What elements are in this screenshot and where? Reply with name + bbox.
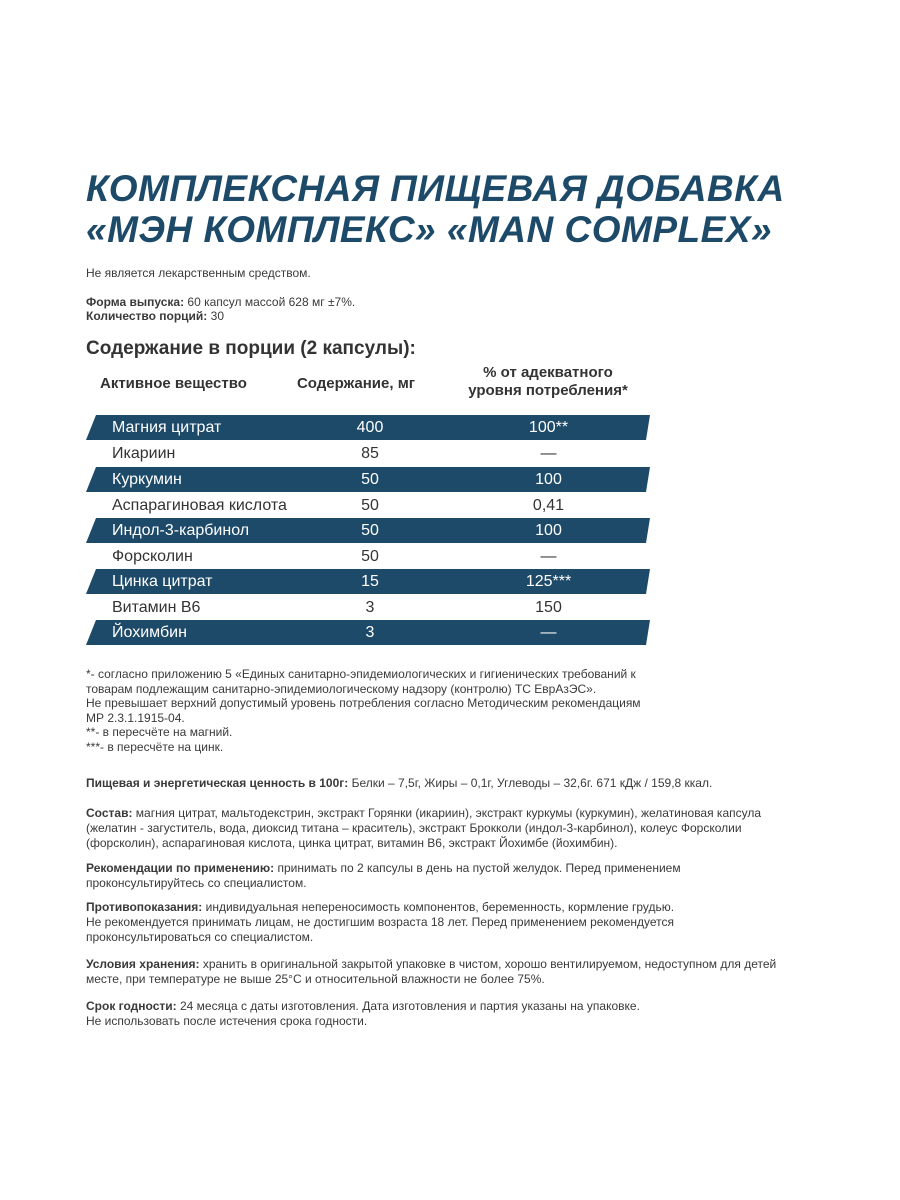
substance-mg: 15	[361, 573, 379, 590]
footnotes	[86, 667, 641, 754]
composition-info	[86, 806, 826, 851]
substance-percent: 100	[535, 522, 562, 539]
release-form-value: 60 капсул массой 628 мг ±7%.	[184, 295, 356, 309]
footnote-line: Не превышает верхний допустимый уровень потребления согласно Методическим рекомендациям	[86, 696, 641, 710]
footnote-line: МР 2.3.1.1915-04.	[86, 710, 185, 725]
storage-label: Условия хранения:	[86, 957, 200, 971]
shelf-life-label: Срок годности:	[86, 999, 177, 1013]
composition-label: Состав:	[86, 806, 133, 820]
substance-mg: 50	[361, 522, 379, 539]
contraindications-label: Противопоказания:	[86, 900, 203, 914]
recommendations-info	[86, 861, 826, 891]
substance-mg: 3	[365, 624, 375, 641]
column-header-percent	[448, 364, 648, 400]
storage-line-2: месте, при температуре не выше 25°С и относительной влажности не более 75%.	[86, 972, 545, 986]
substance-percent: 125***	[525, 573, 572, 590]
recommendations-label: Рекомендации по применению:	[86, 861, 275, 875]
footnote-line: товарам подлежащим санитарно-эпидемиологическому надзору (контролю) ТС ЕврАзЭС».	[86, 681, 597, 696]
nutrition-info	[86, 776, 826, 791]
contraindications-info	[86, 900, 826, 945]
substance-mg: 50	[361, 548, 379, 565]
substance-mg: 50	[361, 471, 379, 488]
table-row	[86, 620, 650, 645]
contraindications-line-2: Не рекомендуется принимать лицам, не достигшим возраста 18 лет. Перед применением рекомендуется	[86, 915, 675, 929]
not-medicine-note: Не является лекарственным средством.	[86, 266, 311, 280]
servings-label: Количество порций:	[86, 309, 208, 323]
column-header-substance: Активное вещество	[100, 375, 247, 392]
nutrition-value: Белки – 7,5г, Жиры – 0,1г, Углеводы – 32,6г. 671 кДж / 159,8 ккал.	[348, 776, 713, 790]
release-form	[86, 295, 355, 309]
table-row	[86, 467, 650, 492]
substance-mg: 3	[365, 599, 375, 616]
substance-percent: —	[540, 624, 557, 641]
table-row	[86, 544, 650, 569]
substance-name: Цинка цитрат	[112, 573, 213, 590]
substance-name: Индол-3-карбинол	[112, 522, 250, 539]
composition-line-2: (желатин - загуститель, вода, диоксид титана – краситель), экстракт Брокколи (индол-3-карбинол), колеус Форсколии	[86, 821, 742, 835]
column-header-percent-line-2: уровня потребления*	[468, 382, 628, 399]
product-title	[86, 168, 785, 250]
column-header-content: Содержание, мг	[296, 375, 416, 392]
shelf-life-line-2: Не использовать после истечения срока годности.	[86, 1014, 368, 1028]
substance-mg: 85	[361, 445, 379, 462]
substance-percent: 100**	[528, 419, 569, 436]
footnote-line: **- в пересчёте на магний.	[86, 725, 233, 739]
substance-name: Форсколин	[112, 548, 193, 565]
substance-name: Икариин	[112, 445, 176, 462]
table-row	[86, 595, 650, 620]
table-row	[86, 415, 650, 440]
table-row	[86, 569, 650, 594]
servings-value: 30	[207, 309, 224, 323]
shelf-life-line-1: 24 месяца с даты изготовления. Дата изготовления и партия указаны на упаковке.	[176, 999, 640, 1013]
contraindications-line-1: индивидуальная непереносимость компонентов, беременность, кормление грудью.	[202, 900, 675, 914]
substance-name: Куркумин	[112, 471, 182, 488]
footnote-line: ***- в пересчёте на цинк.	[86, 739, 224, 754]
title-line-1: КОМПЛЕКСНАЯ ПИЩЕВАЯ ДОБАВКА	[86, 168, 785, 209]
table-row	[86, 493, 650, 518]
substance-percent: —	[540, 445, 557, 462]
composition-line-1: магния цитрат, мальтодекстрин, экстракт Горянки (икариин), экстракт куркумы (куркумин), желатиновая капсула	[132, 806, 762, 820]
substance-name: Аспарагиновая кислота	[112, 497, 287, 514]
substance-percent: —	[540, 548, 557, 565]
storage-info	[86, 957, 826, 987]
substance-percent: 150	[535, 599, 562, 616]
substance-mg: 50	[361, 497, 379, 514]
recommendations-line-1: принимать по 2 капсулы в день на пустой желудок. Перед применением	[274, 861, 681, 875]
shelf-life-info	[86, 999, 826, 1029]
footnote-line: *- согласно приложению 5 «Единых санитарно-эпидемиологических и гигиенических требований к	[86, 667, 636, 681]
substance-name: Йохимбин	[112, 624, 187, 641]
servings-count	[86, 309, 224, 323]
serving-content-title: Содержание в порции (2 капсулы):	[86, 338, 416, 359]
storage-line-1: хранить в оригинальной закрытой упаковке в чистом, хорошо вентилируемом, недоступном для детей	[199, 957, 777, 971]
composition-line-3: (форсколин), аспарагиновая кислота, цинка цитрат, витамин В6, экстракт Йохимбе (йохимбин).	[86, 836, 618, 850]
substance-percent: 100	[535, 471, 562, 488]
column-header-percent-line-1: % от адекватного	[483, 364, 613, 381]
substance-name: Витамин В6	[112, 599, 201, 616]
substance-mg: 400	[356, 419, 384, 436]
table-row	[86, 441, 650, 466]
recommendations-line-2: проконсультируйтесь со специалистом.	[86, 876, 307, 890]
table-row	[86, 518, 650, 543]
nutrition-label: Пищевая и энергетическая ценность в 100г:	[86, 776, 349, 790]
substance-name: Магния цитрат	[112, 419, 222, 436]
contraindications-line-3: проконсультироваться со специалистом.	[86, 930, 314, 944]
title-line-2: «МЭН КОМПЛЕКС» «MAN COMPLEX»	[86, 209, 773, 250]
substance-percent: 0,41	[532, 497, 565, 514]
release-form-label: Форма выпуска:	[86, 295, 185, 309]
